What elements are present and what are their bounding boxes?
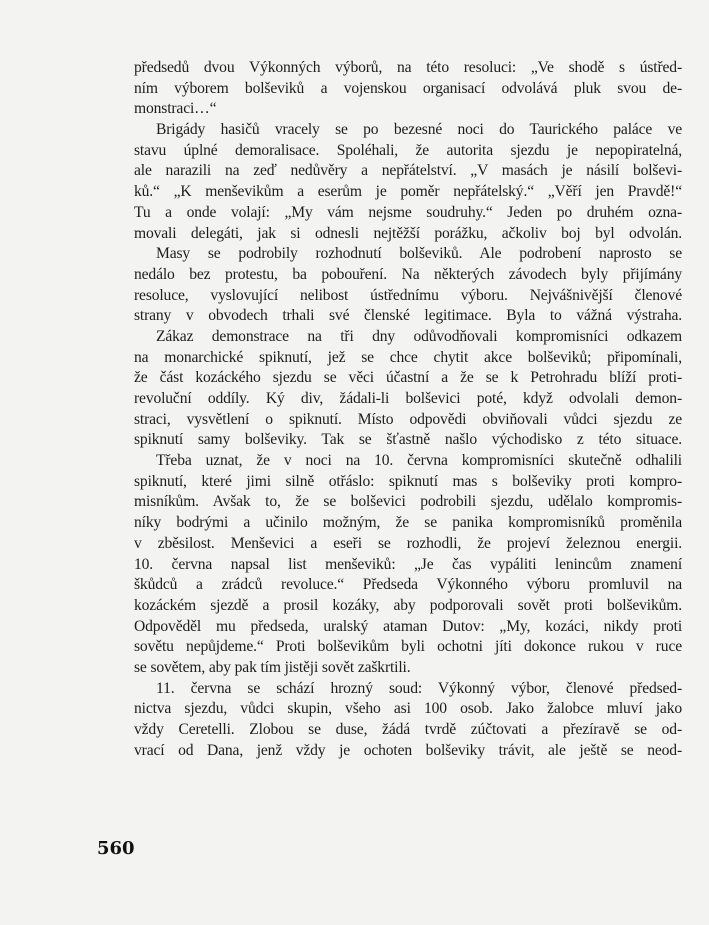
text-line: 10. června napsal list menševiků: „Je čas vypáliti lenincům znamení [134,555,682,573]
text-line: Třeba uznat, že v noci na 10. června kompromisníci skutečně odhalili [156,452,682,470]
text-line: vždy Ceretelli. Zlobou se duse, žádá tvrdě zúčtovati a přezíravě se od- [134,721,682,738]
text-line: Masy se podrobily rozhodnutí bolševiků. Ale podrobení naprosto se [156,245,682,263]
text-line: ale narazili na zeď nedůvěry a nepřátelství. „V masách je násilí bolševi- [134,162,682,180]
body-text [134,58,682,761]
text-line: resoluce, vyslovující nelibost ústřednímu výboru. Nejvášnivější členové [134,286,682,304]
text-line: misníkům. Avšak to, že se bolševici podrobili sjezdu, udělalo kompromis- [134,493,682,511]
text-line: ků.“ „K menševikům a eserům je poměr nepřátelský.“ „Věří jen Pravdě!“ [134,183,682,201]
text-line: straci, vysvětlení o spiknutí. Místo odpovědi obviňovali vůdci sjezdu ze [134,410,682,428]
text-line: Brigády hasičů vracely se po bezesné noci do Taurického paláce ve [156,121,682,139]
text-line: 11. června se schází hrozný soud: Výkonný výbor, členové předsed- [156,679,682,697]
text-line: se sovětem, aby pak tím jistěji sovět zaškrtili. [134,658,411,676]
text-line: movali delegáti, jak si odnesli nejtěžší porážku, ačkoliv boj byl odvolán. [134,224,682,242]
text-line: nedálo bez protestu, ba pobouření. Na některých závodech byly přijímány [134,265,682,283]
text-line: škůdců a zrádců revoluce.“ Předseda Výkonného výboru promluvil na [134,576,682,594]
text-line: Odpověděl mu předseda, uralský ataman Dutov: „My, kozáci, nikdy proti [134,617,682,635]
text-line: strany v obvodech trhali své členské legitimace. Byla to vážná výstraha. [134,307,682,325]
text-line: ním výborem bolševiků a vojenskou organisací odvolává pluk svou de- [134,79,682,97]
text-line: že část kozáckého sjezdu se věci účastní a že se k Petrohradu blíží proti- [134,369,682,387]
text-line: Tu a onde volají: „My vám nejsme soudruhy.“ Jeden po druhém ozna- [134,203,682,221]
text-line: předsedů dvou Výkonných výborů, na této resoluci: „Ve shodě s ústřed- [134,59,682,76]
text-line: revoluční oddíly. Ký div, žádali-li bolševici poté, když odvolali demon- [134,390,682,407]
text-line: nictva sjezdu, vůdci skupin, všeho asi 100 osob. Jako žalobce mluví jako [134,700,682,718]
text-line: stavu úplné demoralisace. Spoléhali, že autorita sjezdu je nepopiratelná, [134,141,682,159]
text-line: sovětu nepůjdeme.“ Proti bolševikům byli ochotni jíti dokonce rukou v ruce [134,638,682,656]
text-line: níky bodrými a učinilo možným, že se panika kompromisníků proměnila [134,514,682,532]
text-line: v zběsilost. Menševici a eseři se rozhodli, že projeví železnou energii. [134,534,682,552]
text-line: vrací od Dana, jenž vždy je ochoten bolševiky trávit, ale ještě se neod- [134,741,682,759]
text-line: Zákaz demonstrace na tři dny odůvodňovali kompromisníci odkazem [156,327,682,345]
text-line: kozáckém sjezdě a prosil kozáky, aby podporovali sovět proti bolševikům. [134,596,682,614]
text-line: spiknutí samy bolševiky. Tak se šťastně našlo východisko z této situace. [134,431,682,449]
text-line: na monarchické spiknutí, jež se chce chytit akce bolševiků; připomínali, [134,348,682,366]
page-number: 560 [97,838,135,859]
text-line: spiknutí, které jimi silně otřáslo: spiknutí mas s bolševiky proti kompro- [134,472,682,490]
text-line: monstraci…“ [134,100,217,118]
